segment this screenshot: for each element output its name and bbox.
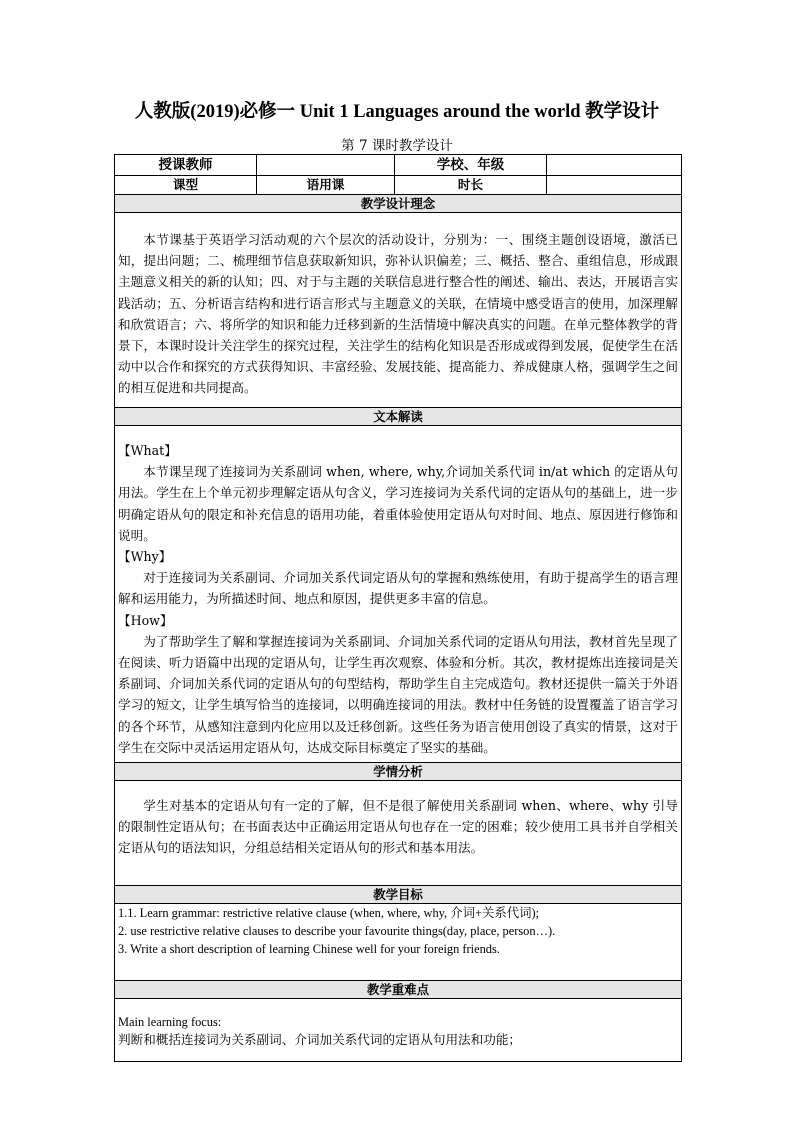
school-value <box>547 155 682 176</box>
learner-analysis-text: 学生对基本的定语从句有一定的了解，但不是很了解使用关系副词 when、where、why 引导的限制性定语从句；在书面表达中正确运用定语从句也存在一定的困难；较少使用工具书并自学相关定语从句的语法知识，分组总结相关定语从句的形式和基本用法。 <box>118 798 678 856</box>
why-label: 【Why】 <box>118 549 172 565</box>
objectives-cell <box>115 904 682 981</box>
objective-item: 1.1. Learn grammar: restrictive relative clause (when, where, why, 介词+关系代词); <box>118 906 540 920</box>
objective-item: 3. Write a short description of learning Chinese well for your foreign friends. <box>118 942 500 956</box>
design-concept-heading: 教学设计理念 <box>115 195 682 213</box>
design-concept-text: 本节课基于英语学习活动观的六个层次的活动设计，分别为：一、围绕主题创设语境，激活已知，提出问题；二、梳理细节信息获取新知识，弥补认识偏差；三、概括、整合、重组信息，形成跟主题意义相关的新的认知；四、对于与主题的关联信息进行整合性的阐述、输出、表达，开展语言实践活动；五、分析语言结构和进行语言形式与主题意义的关联，在情境中感受语言的使用，加深理解和欣赏语言；六、将所学的知识和能力迁移到新的生活情境中解决真实的问题。在单元整体教学的背景下，本课时设计关注学生的探究过程，关注学生的结构化知识是否形成或得到发展，促使学生在活动中以合作和探究的方式获得知识、丰富经验、发展技能、提高能力、养成健康人格，强调学生之间的相互促进和共同提高。 <box>118 232 678 396</box>
teacher-label: 授课教师 <box>115 155 257 176</box>
how-text: 为了帮助学生了解和掌握连接词为关系副词、介词加关系代词的定语从句用法，教材首先呈现了在阅读、听力语篇中出现的定语从句，让学生再次观察、体验和分析。其次，教材提炼出连接词是关系副词、介词加关系代词的定语从句的句型结构，帮助学生自主完成造句。教材还提供一篇关于外语学习的短文，让学生填写恰当的连接词，以明确连接词的用法。教材中任务链的设置覆盖了语言学习的各个环节，从感知注意到内化应用以及迁移创新。这些任务为语言使用创设了真实的情景，这对于学生在交际中灵活运用定语从句，达成交际目标奠定了坚实的基础。 <box>118 633 678 755</box>
text-analysis-cell <box>115 426 682 763</box>
key-points-cell <box>115 999 682 1062</box>
what-label: 【What】 <box>118 443 177 458</box>
key-points-focus-text: 判断和概括连接词为关系副词、介词加关系代词的定语从句用法和功能； <box>118 1032 521 1047</box>
lesson-plan-table <box>114 154 682 1062</box>
what-text: 本节课呈现了连接词为关系副词 when, where, why,介词加关系代词 in/at which 的定语从句用法。学生在上个单元初步理解定语从句含义，学习连接词为关系代词的定语从句的基础上，进一步明确定语从句的限定和补充信息的语用功能，着重体验使用定语从句对时间、地点、原因进行修饰和说明。 <box>118 464 678 543</box>
learner-analysis-cell <box>115 781 682 886</box>
type-value: 语用课 <box>257 176 395 195</box>
how-label: 【How】 <box>118 612 173 628</box>
why-text: 对于连接词为关系副词、介词加关系代词定语从句的掌握和熟练使用，有助于提高学生的语言理解和运用能力，为所描述时间、地点和原因，提供更多丰富的信息。 <box>118 570 678 607</box>
school-label: 学校、年级 <box>395 155 547 176</box>
duration-label: 时长 <box>395 176 547 195</box>
key-points-heading: 教学重难点 <box>115 981 682 999</box>
key-points-focus-label: Main learning focus: <box>118 1015 222 1029</box>
type-label: 课型 <box>115 176 257 195</box>
lesson-title: 第 7 课时教学设计 <box>341 138 453 154</box>
document-title: 人教版(2019)必修一 Unit 1 Languages around the world 教学设计 <box>134 102 660 122</box>
objectives-heading: 教学目标 <box>115 886 682 904</box>
text-analysis-heading: 文本解读 <box>115 408 682 426</box>
duration-value <box>547 176 682 195</box>
design-concept-cell <box>115 213 682 408</box>
teacher-value <box>257 155 395 176</box>
objective-item: 2. use restrictive relative clauses to describe your favourite things(day, place, person…). <box>118 924 556 938</box>
learner-analysis-heading: 学情分析 <box>115 763 682 781</box>
